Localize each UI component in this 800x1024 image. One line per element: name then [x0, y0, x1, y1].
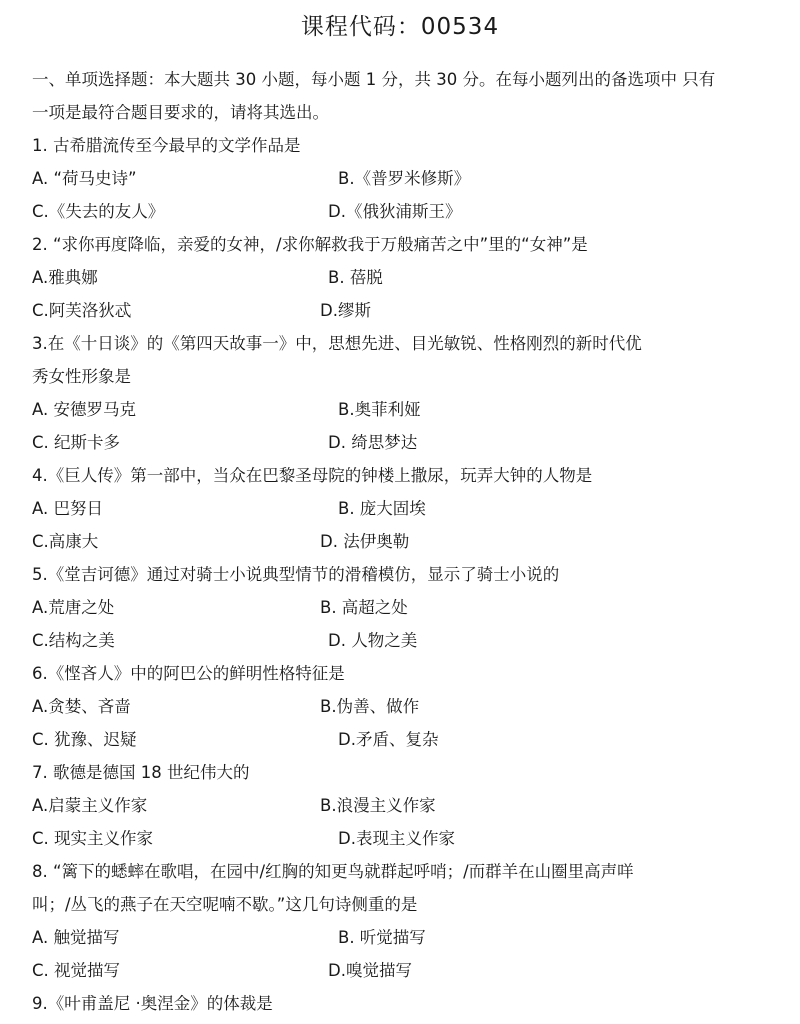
- answer-option: C. 现实主义作家: [32, 829, 154, 848]
- question-3: [32, 327, 782, 459]
- answer-option: A.雅典娜: [32, 268, 98, 287]
- question-stem: 秀女性形象是: [32, 367, 131, 386]
- answer-option: B.《普罗米修斯》: [338, 169, 471, 188]
- question-2: [32, 228, 782, 327]
- option-row: [32, 393, 782, 426]
- answer-option: B. 听觉描写: [338, 928, 426, 947]
- question-stem: 4.《巨人传》第一部中，当众在巴黎圣母院的钟楼上撒尿，玩弄大钟的人物是: [32, 466, 593, 485]
- question-stem: 2. “求你再度降临，亲爱的女神，/求你解救我于万般痛苦之中”里的“女神”是: [32, 235, 588, 254]
- option-row: [32, 723, 782, 756]
- answer-option: C.《失去的友人》: [32, 202, 165, 221]
- answer-option: A. 巴努日: [32, 499, 103, 518]
- answer-option: B. 高超之处: [320, 598, 408, 617]
- answer-option: A.贪婪、吝啬: [32, 697, 131, 716]
- question-4: [32, 459, 782, 558]
- question-stem: 9.《叶甫盖尼 ·奥涅金》的体裁是: [32, 994, 273, 1013]
- question-stem: 6.《悭吝人》中的阿巴公的鲜明性格特征是: [32, 664, 345, 683]
- option-row: [32, 162, 782, 195]
- answer-option: D.《俄狄浦斯王》: [328, 202, 462, 221]
- option-row: [32, 789, 782, 822]
- question-6: [32, 657, 782, 756]
- option-row: [32, 921, 782, 954]
- question-list: [32, 129, 782, 1020]
- option-row: [32, 426, 782, 459]
- answer-option: A. 触觉描写: [32, 928, 120, 947]
- option-row: [32, 492, 782, 525]
- option-row: [32, 591, 782, 624]
- question-stem: 叫；/丛飞的燕子在天空呢喃不歇。”这几句诗侧重的是: [32, 895, 418, 914]
- answer-option: D.表现主义作家: [338, 829, 455, 848]
- option-row: [32, 624, 782, 657]
- option-row: [32, 525, 782, 558]
- answer-option: D. 法伊奥勒: [320, 532, 410, 551]
- answer-option: C. 犹豫、迟疑: [32, 730, 137, 749]
- answer-option: D. 绮思梦达: [328, 433, 418, 452]
- question-stem: 1. 古希腊流传至今最早的文学作品是: [32, 136, 301, 155]
- section-instructions-line2: 一项是最符合题目要求的，请将其选出。: [32, 103, 329, 122]
- answer-option: C.高康大: [32, 532, 99, 551]
- answer-option: C. 纪斯卡多: [32, 433, 121, 452]
- section-instructions-line1: 一、单项选择题：本大题共 30 小题，每小题 1 分，共 30 分。在每小题列出的备选项中 只有: [32, 70, 716, 89]
- option-row: [32, 261, 782, 294]
- question-1: [32, 129, 782, 228]
- question-stem: 7. 歌德是德国 18 世纪伟大的: [32, 763, 250, 782]
- question-stem: 5.《堂吉诃德》通过对骑士小说典型情节的滑稽模仿，显示了骑士小说的: [32, 565, 560, 584]
- answer-option: C.结构之美: [32, 631, 115, 650]
- question-stem: 8. “篱下的蟋蟀在歌唱，在园中/红胸的知更鸟就群起呼哨；/而群羊在山圈里高声咩: [32, 862, 634, 881]
- answer-option: C. 视觉描写: [32, 961, 121, 980]
- answer-option: D.缪斯: [320, 301, 371, 320]
- option-row: [32, 690, 782, 723]
- answer-option: C.阿芙洛狄忒: [32, 301, 132, 320]
- answer-option: A.启蒙主义作家: [32, 796, 148, 815]
- question-section: [32, 63, 782, 1020]
- answer-option: B.浪漫主义作家: [320, 796, 436, 815]
- answer-option: A. “荷马史诗”: [32, 169, 137, 188]
- answer-option: A.荒唐之处: [32, 598, 115, 617]
- question-8: [32, 855, 782, 987]
- answer-option: B. 庞大固埃: [338, 499, 426, 518]
- answer-option: B.伪善、做作: [320, 697, 420, 716]
- answer-option: B.奥菲利娅: [338, 400, 421, 419]
- question-9: [32, 987, 782, 1020]
- answer-option: A. 安德罗马克: [32, 400, 136, 419]
- option-row: [32, 294, 782, 327]
- question-stem: 3.在《十日谈》的《第四天故事一》中，思想先进、目光敏锐、性格刚烈的新时代优: [32, 334, 642, 353]
- answer-option: D. 人物之美: [328, 631, 418, 650]
- course-code-title: 课程代码：00534: [300, 14, 500, 40]
- question-5: [32, 558, 782, 657]
- answer-option: B. 蓓脱: [328, 268, 383, 287]
- answer-option: D.矛盾、复杂: [338, 730, 439, 749]
- option-row: [32, 195, 782, 228]
- question-7: [32, 756, 782, 855]
- option-row: [32, 954, 782, 987]
- option-row: [32, 822, 782, 855]
- answer-option: D.嗅觉描写: [328, 961, 412, 980]
